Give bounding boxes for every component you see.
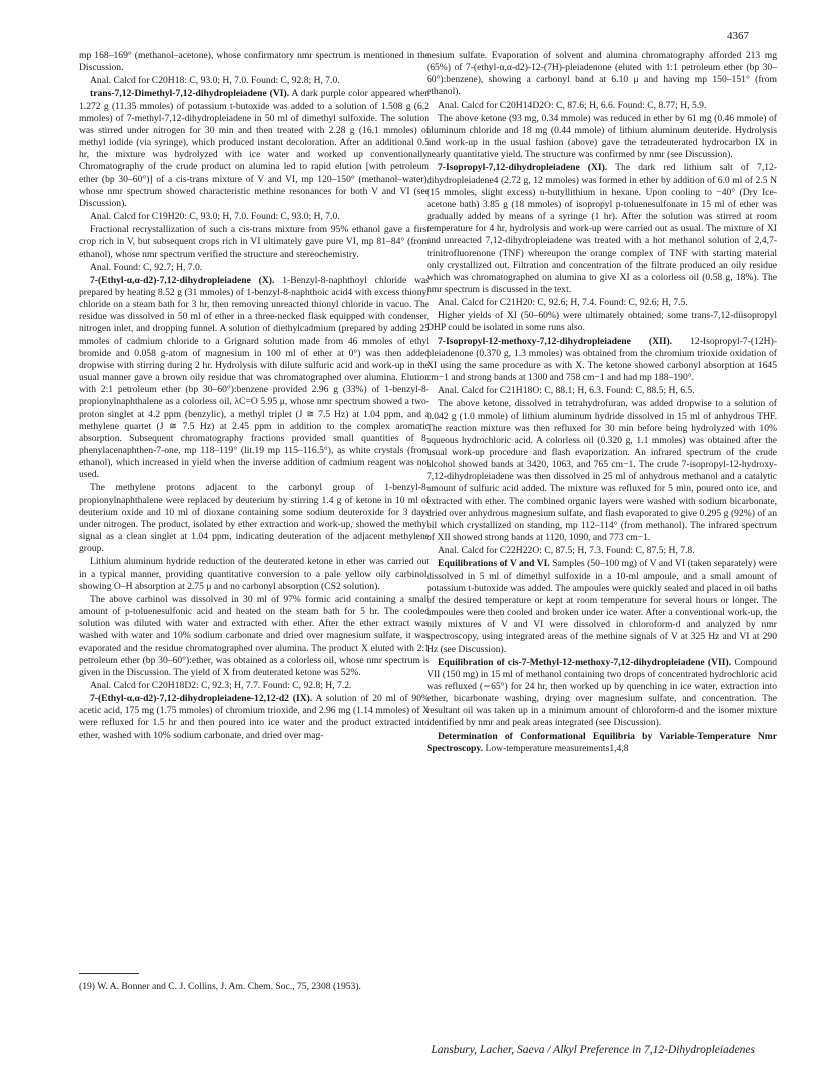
paragraph <box>427 297 777 309</box>
paragraph <box>79 594 429 679</box>
paragraph <box>427 113 777 162</box>
paragraph-text: The above ketone (93 mg, 0.34 mmole) was reduced in ether by 61 mg (0.46 mmole) of aluminum chloride and 18 mg (0.44 mmole) of lithium aluminum deuteride. Hydrolysis and work-up in the usual fashion (above) gave the tetradeuterated hydrocarbon IX in nearly quantitative yield. The structure was confirmed by nmr (see Discussion). <box>427 112 777 161</box>
paragraph-text: Anal. Calcd for C20H14D2O: C, 87.6; H, 6.6. Found: C, 8.77; H, 5.9. <box>438 99 707 111</box>
footnote-rule <box>79 973 139 974</box>
paragraph-text: Anal. Calcd for C21H20: C, 92.6; H, 7.4. Found: C, 92.6; H, 7.5. <box>438 297 688 309</box>
paragraph <box>427 558 777 655</box>
paragraph-text: Anal. Calcd for C19H20: C, 93.0; H, 7.0. Found: C, 93.0; H, 7.0. <box>90 211 340 223</box>
paragraph <box>427 385 777 397</box>
section-heading: Determination of Conformational Equilibria by Variable-Temperature Nmr Spectroscopy. <box>427 730 777 754</box>
paragraph <box>427 545 777 557</box>
paragraph <box>427 657 777 730</box>
paragraph-text: The dark red lithium salt of 7,12-dihydropleiadene4 (2.72 g, 12 mmoles) was formed in ether by addition of 6.0 ml of 2.5 N (15 mmoles, slight excess) n-butyllithium in hexane. Upon cooling to −40° (Dry Ice-acetone bath) 3.85 g (18 mmoles) of isopropyl p-toluenesulfonate in 15 ml of ether was gradually added by means of a syringe (1 hr). After the solution was stirred at room temperature for 4 hr, hydrolysis and work-up were carried out as usual. The mixture of XI and unreacted 7,12-dihydropleiadene was treated with a hot methanol solution of 2,4,7-trinitrofluorenone (TNF) whereupon the orange complex of TNF with starting material only crystallized out. Filtration and concentration of the filtrate produced an oily residue which was chromatographed on alumina to give XI as a colorless oil (0.58 g, 18%). The nmr spectrum is discussed in the text. <box>427 162 778 295</box>
paragraph <box>79 50 429 74</box>
right-column <box>427 50 777 756</box>
section-heading: 7-(Ethyl-α,α-d2)-7,12-dihydropleiadene-12,12-d2 (IX). <box>90 693 313 705</box>
paragraph-text: 12-Isopropyl-7-(12H)-pleiadenone (0.370 g, 1.3 mmoles) was obtained from the chromium trioxide oxidation of XI using the same procedure as with X. The ketone showed carbonyl absorption at 1645 cm−1 and strong bands at 1300 and 758 cm−1 and had mp 188–190°. <box>427 335 777 384</box>
paragraph-text: Fractional recrystallization of such a cis-trans mixture from 95% ethanol gave a first crop rich in V, but subsequent crops rich in VI ultimately gave pure VI, mp 81–84° (from ethanol), whose nmr spectrum verified the structure and stereochemistry. <box>79 224 429 260</box>
paragraph-text: Compound VII (150 mg) in 15 ml of methanol containing two drops of concentrated hydrochloric acid was refluxed (∼65°) for 24 hr, then worked up by quenching in ice water, extraction into ether, bicarbonate washing, drying over magnesium sulfate, and concentration. The resultant oil was taken up in a minimum amount of chloroform-d and the isomer mixture identified by nmr and peak areas integrated (see Discussion). <box>427 656 777 729</box>
page-number: 4367 <box>727 30 749 42</box>
paragraph <box>427 50 777 99</box>
paragraph <box>79 556 429 592</box>
running-footer: Lansbury, Lacher, Saeva / Alkyl Preference in 7,12-Dihydropleiadenes <box>431 1044 755 1056</box>
paragraph-text: Anal. Found: C, 92.7; H, 7.0. <box>90 261 203 273</box>
paragraph <box>427 336 777 385</box>
paragraph <box>79 88 429 210</box>
paragraph-text: Anal. Calcd for C20H18: C, 93.0; H, 7.0. Found: C, 92.8; H, 7.0. <box>90 75 340 87</box>
paragraph <box>79 262 429 274</box>
paragraph-text: Anal. Calcd for C20H18D2: C, 92.3; H, 7.7. Found: C, 92.8; H, 7.2. <box>90 679 352 691</box>
paragraph-text: Samples (50–100 mg) of V and VI (taken separately) were dissolved in 5 ml of dimethyl sulfoxide in a 10-ml ampoule, and a small amount of potassium t-butoxide was added. The ampoules were quickly sealed and placed in oil baths of the desired temperature or kept at room temperature for several hours or longer. The ampoules were then cooled and broken under ice water. After a conventional work-up, the oily mixtures of V and VI were dissolved in chloroform-d and analyzed by nmr spectroscopy, using integrated areas of the methine signals of V at 325 Hz and VI at 290 Hz (see Discussion). <box>427 558 777 655</box>
paragraph <box>79 211 429 223</box>
paragraph <box>427 100 777 112</box>
paragraph-text: A solution of 20 ml of 90% acetic acid, 175 mg (1.75 mmoles) of chromium trioxide, and 2.96 mg (1.14 mmoles) of X were refluxed for 1.5 hr and then poured into ice water and the product extracted into ether, washed with 10% sodium carbonate, and dried over mag- <box>79 693 429 741</box>
footnote: (19) W. A. Bonner and C. J. Collins, J. Am. Chem. Soc., 75, 2308 (1953). <box>79 981 361 992</box>
paragraph-text: A dark purple color appeared when 1.272 g (11.35 mmoles) of potassium t-butoxide was added to a solution of 1.508 g (6.2 mmoles) of 7-methyl-7,12-dihydropleiadene in 50 ml of dimethyl sulfoxide. The solution was stirred under nitrogen for 30 min and then treated with 2.28 g (16.1 mmoles) of methyl iodide (via syringe), which produced instant decoloration. After an additional 0.5 hr, the mixture was hydrolyzed with ice water and worked up conventionally. Chromatography of the crude product on alumina led to rapid elution [with petroleum ether (bp 30–60°)] of a cis-trans mixture of V and VI, mp 120–150° (methanol–water), whose nmr spectrum showed characteristic methine resonances for both V and VI (see Discussion). <box>79 88 429 209</box>
paragraph <box>427 398 777 544</box>
paragraph <box>79 680 429 692</box>
paragraph-text: Higher yields of XI (50–60%) were ultimately obtained; some trans-7,12-diisopropyl DHP could be isolated in some runs also. <box>427 310 777 334</box>
section-heading: 7-Isopropyl-12-methoxy-7,12-dihydropleiadene (XII). <box>438 335 673 347</box>
paragraph-text: Anal. Calcd for C22H22O: C, 87.5; H, 7.3. Found: C, 87.5; H, 7.8. <box>438 545 695 557</box>
paragraph-text: The above ketone, dissolved in tetrahydrofuran, was added dropwise to a solution of 0.042 g (1.0 mmole) of lithium aluminum hydride dissolved in 15 ml of anhydrous THF. The reaction mixture was then refluxed for 30 min before being hydrolyzed with 10% aqueous hydrochloric acid. A colorless oil (0.320 g, 1.1 mmoles) was obtained after the usual work-up procedure and flash evaporization. An infrared spectrum of the crude alcohol showed bands at 3420, 1063, and 765 cm−1. The crude 7-isopropyl-12-hydroxy-7,12-dihydropleiadene was then dissolved in 25 ml of anhydrous methanol and a catalytic amount of sulfuric acid added. The mixture was refluxed for 5 min, poured onto ice, and extracted with ether. The combined organic layers were washed with sodium bicarbonate, dried over anhydrous magnesium sulfate, and flash evaporated to give 0.295 g (92%) of an oil which crystallized on standing, mp 112–114° (from methanol). The infrared spectrum of XII showed strong bands at 1120, 1090, and 773 cm−1. <box>427 398 777 544</box>
section-heading: 7-Isopropyl-7,12-dihydropleiadene (XI). <box>438 162 608 174</box>
paragraph-text: The above carbinol was dissolved in 30 ml of 97% formic acid containing a small amount of p-toluenesulfonic acid and heated on the steam bath for 5 hr. The cooled solution was diluted with water and extracted with ether. After the ether extract was washed with water and 10% sodium carbonate and dried over magnesium sulfate, it was evaporated and the residue chromatographed over alumina. The product X eluted with 2:1 petroleum ether (bp 30–60°):ether, was obtained as a colorless oil, whose nmr spectrum is given in the Discussion. The yield of X from deuterated ketone was 52%. <box>79 593 429 678</box>
paragraph <box>79 693 429 742</box>
paragraph-text: The methylene protons adjacent to the carbonyl group of 1-benzyl-8-propionylnaphthalene were replaced by deuterium by stirring 1.4 g of ketone in 10 ml of deuterium oxide and 10 ml of dioxane containing some sodium deuteroxide for 3 days under nitrogen. The product, isolated by ether extraction and work-up, showed the methyl signal as a clean singlet at 1.04 ppm, indicating deuteration of the adjacent methylene group. <box>79 482 429 555</box>
paragraph-text: Anal. Calcd for C21H18O: C, 88.1; H, 6.3. Found: C, 88.5; H, 6.5. <box>438 385 695 397</box>
paragraph <box>427 162 777 296</box>
section-heading: 7-(Ethyl-α,α-d2)-7,12-dihydropleiadene (X). <box>90 274 275 286</box>
paragraph-text: nesium sulfate. Evaporation of solvent and alumina chromatography afforded 213 mg (65%) of 7-(ethyl-α,α-d2)-12-(7H)-pleiadenone (eluted with 1:1 petroleum ether (bp 30–60°):benzene), showing a carbonyl band at 6.10 μ and having mp 150–151° (from ethanol). <box>427 50 777 98</box>
paragraph-text: 1-Benzyl-8-naphthoyl chloride was prepared by heating 8.52 g (31 mmoles) of 1-benzyl-8-naphthoic acid4 with excess thionyl chloride on a steam bath for 3 hr, then removing unreacted thionyl chloride in vacuo. The residue was dissolved in 50 ml of ether in a three-necked flask equipped with condenser, nitrogen inlet, and dropping funnel. A solution of diethylcadmium (prepared by adding 25 mmoles of cadmium chloride to a Grignard solution made from 46 mmoles of ethyl bromide and 0.058 g-atom of magnesium in 100 ml of ether at 0°) was then added dropwise with stirring during 2 hr. Hydrolysis with dilute sulfuric acid and work-up in the usual manner gave a brown oily residue that was chromatographed over alumina. Elution with 2:1 petroleum ether (bp 30–60°):benzene provided 2.96 g (33%) of 1-benzyl-8-propionylnaphthalene as a colorless oil, λC=O 5.95 μ, whose nmr spectrum showed a two-proton singlet at 4.2 ppm (benzylic), a methyl triplet (J ≅ 7.5 Hz) at 1.04 ppm, and a methylene quartet (J ≅ 7.5 Hz) at 2.45 ppm in addition to the complex aromatic absorption. Subsequent chromatography fractions provided small quantities of 8-phenylacenaphthen-7-one, mp 118–119° (lit.19 mp 115–116.5°), as white crystals (from ethanol), which increased in yield when the inverse addition of cadmium reagent was not used. <box>79 274 429 481</box>
paragraph <box>427 310 777 334</box>
paragraph <box>79 275 429 482</box>
section-heading: Equilibrations of V and VI. <box>438 558 550 570</box>
paragraph <box>79 75 429 87</box>
paragraph-text: Lithium aluminum hydride reduction of the deuterated ketone in ether was carried out in a typical manner, providing quantitative conversion to a pale yellow oily carbinol, showing O–H absorption at 2.75 μ and no carbonyl absorption (CS2 solution). <box>79 556 429 592</box>
paragraph <box>79 224 429 260</box>
paragraph-text: mp 168–169° (methanol–acetone), whose confirmatory nmr spectrum is mentioned in the Discussion. <box>79 50 429 74</box>
section-heading: Equilibration of cis-7-Methyl-12-methoxy-7,12-dihydropleiadene (VII). <box>438 656 732 668</box>
paragraph <box>79 482 429 555</box>
left-column <box>79 50 429 743</box>
section-heading: trans-7,12-Dimethyl-7,12-dihydropleiadene (VI). <box>90 88 290 100</box>
paragraph <box>427 731 777 755</box>
paragraph-text: Low-temperature measurements1,4,8 <box>483 742 629 754</box>
